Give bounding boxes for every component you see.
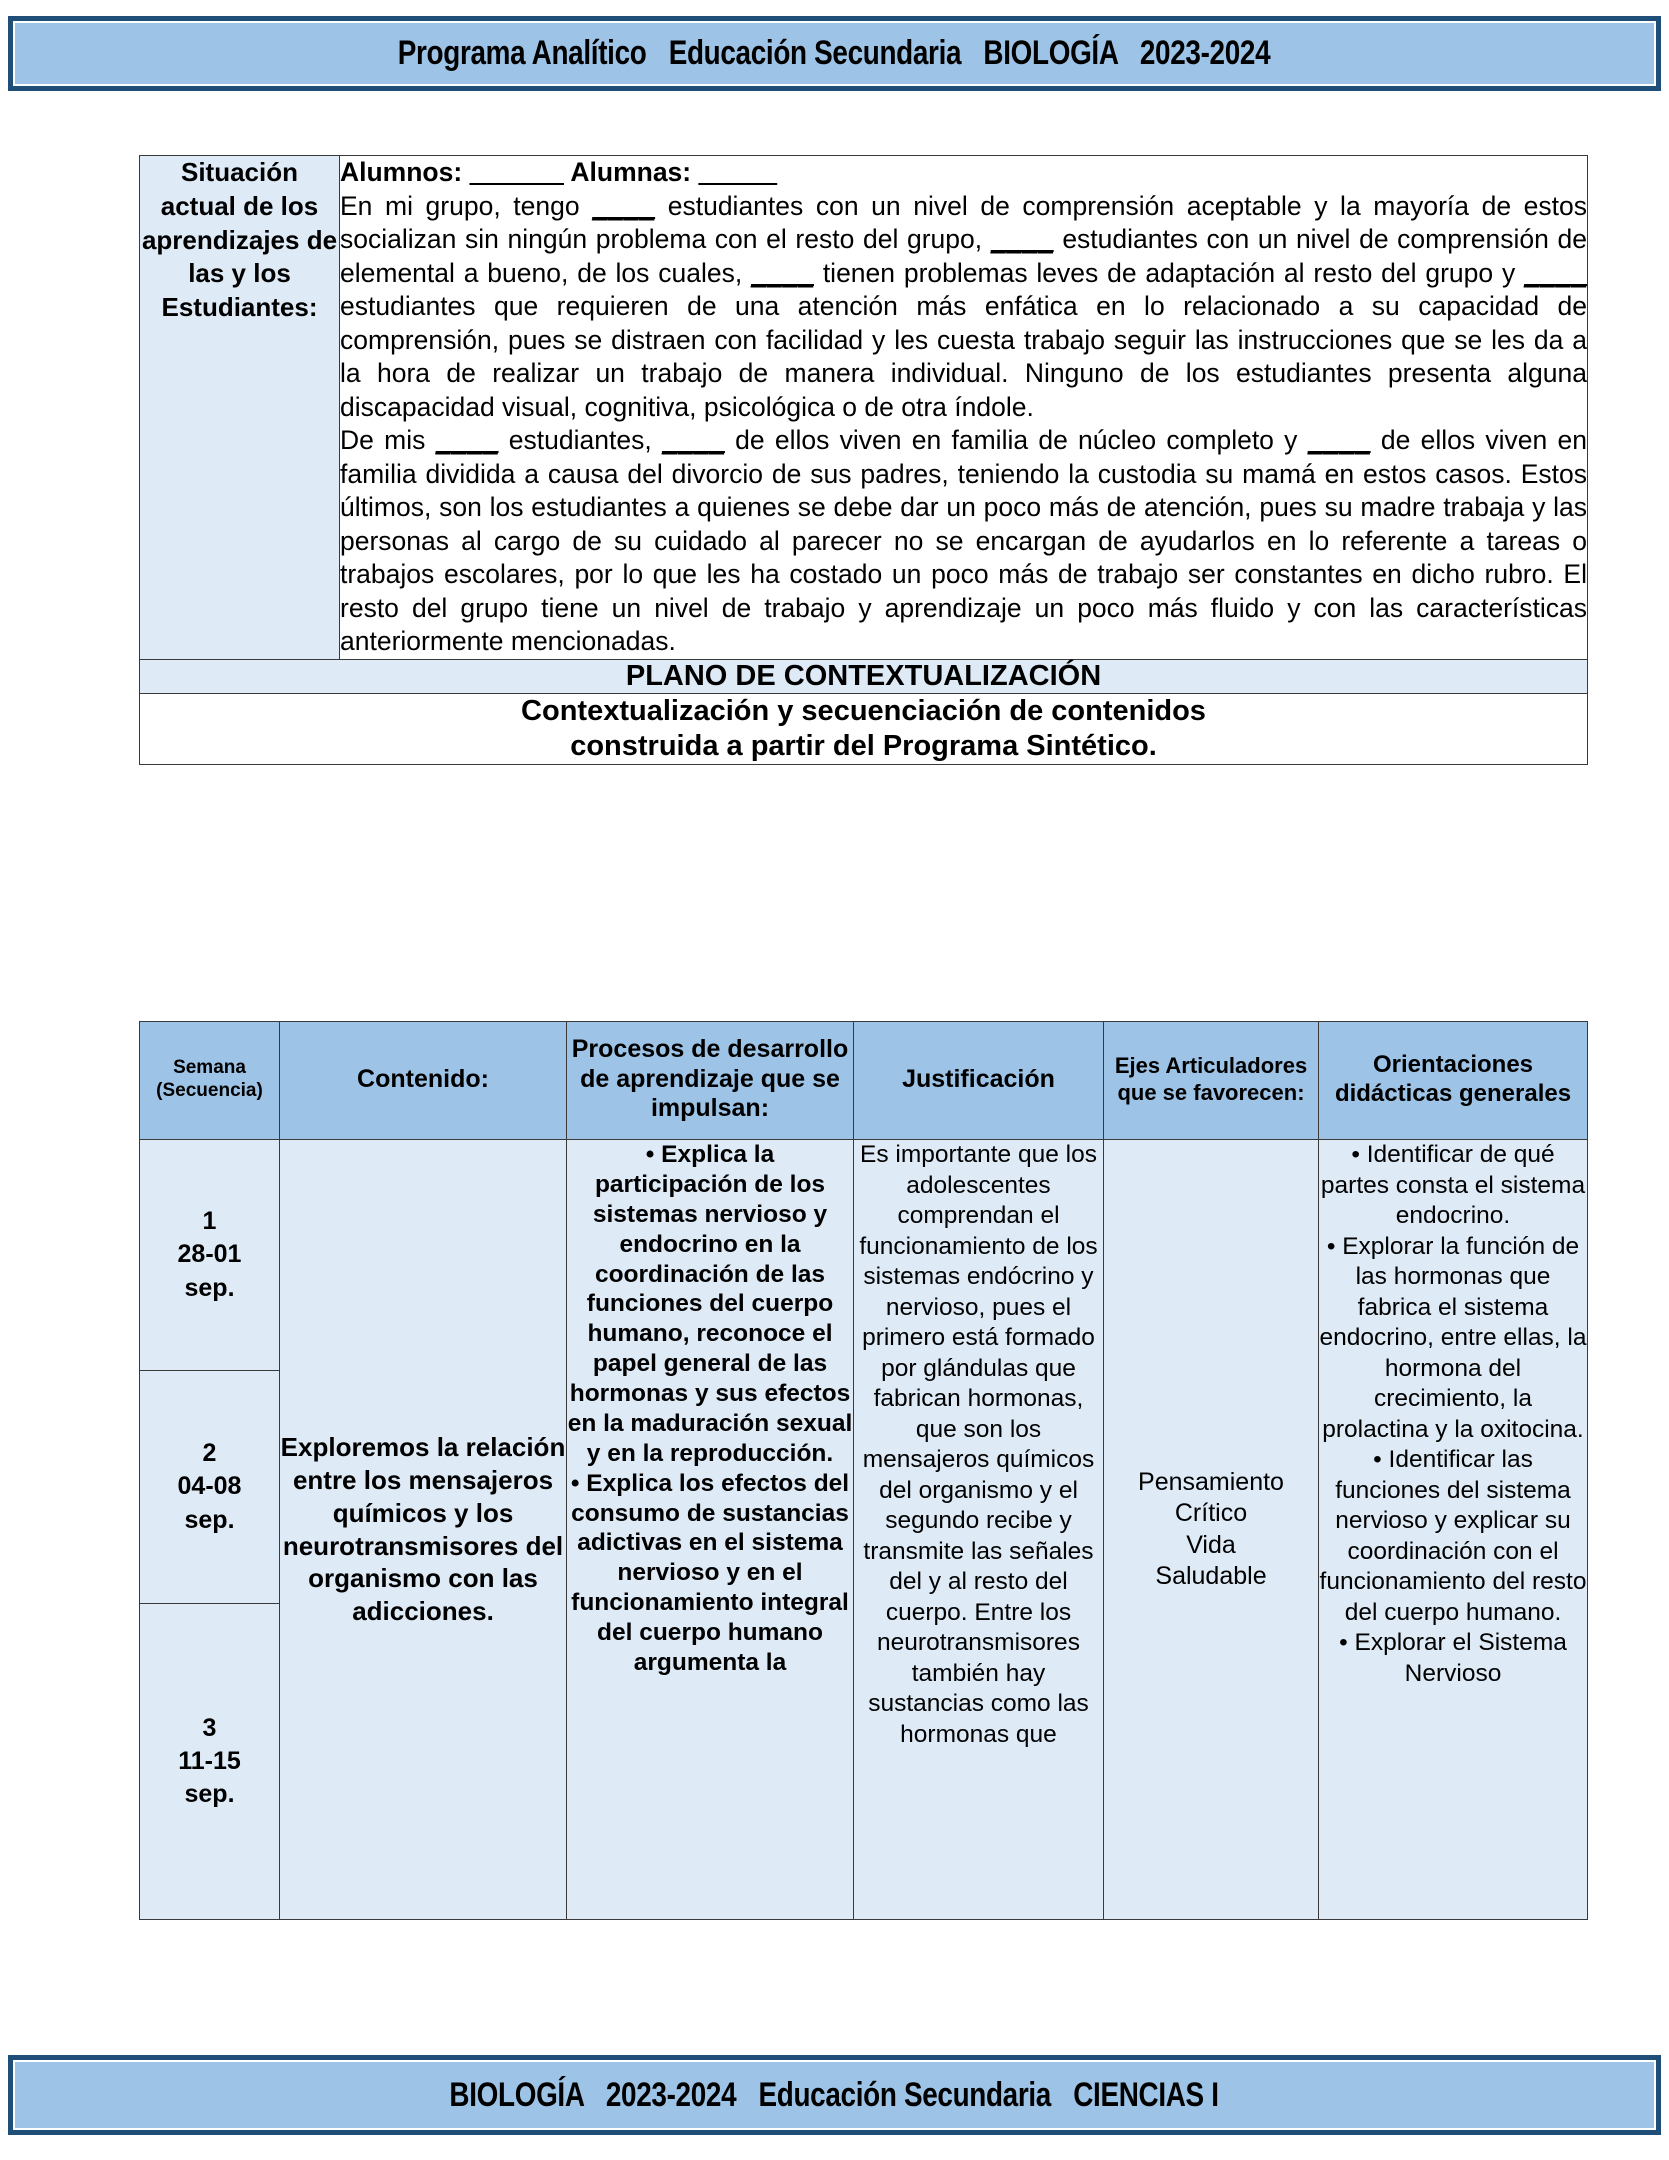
week-month-1: sep. xyxy=(184,1273,235,1302)
table-row xyxy=(140,659,1588,693)
footer-title: BIOLOGÍA 2023-2024 Educación Secundaria CIENCIAS I xyxy=(449,2075,1220,2114)
eje-item-1: Pensamiento xyxy=(1138,1467,1284,1496)
proceso-item-2: • Explica los efectos del consumo de sustancias adictivas en el sistema nervioso y en el funcionamiento integral del cuerpo humano argumenta la xyxy=(570,1469,850,1676)
week-month-2: sep. xyxy=(184,1505,235,1534)
contextualizacion-line-1: Contextualización y secuenciación de contenidos xyxy=(521,694,1206,727)
column-header-procesos: Procesos de desarrollo de aprendizaje que se impulsan: xyxy=(567,1022,854,1140)
column-header-ejes-articuladores: Ejes Articuladores que se favorecen: xyxy=(1104,1022,1319,1140)
week-cell-2 xyxy=(140,1371,280,1604)
orientacion-item-2: • Explorar la función de las hormonas que fabrica el sistema endocrino, entre ellas, la hormona del crecimiento, la prolactina y la oxitocina. xyxy=(1319,1232,1587,1443)
diagnostic-paragraph-1: En mi grupo, tengo ____ estudiantes con un nivel de comprensión aceptable y la mayoría de estos socializan sin ningún problema con el resto del grupo, ____ estudiantes con un nivel de comprensión de elemental a bueno, de los cuales, ____ tienen problemas leves de adaptación al resto del grupo y ____ estudiantes que requieren de una atención más enfática en lo relacionado a su capacidad de comprensión, pues se distraen con facilidad y les cuesta trabajo seguir las instrucciones que se les da a la hora de realizar un trabajo de manera individual. Ninguno de los estudiantes presenta alguna discapacidad visual, cognitiva, psicológica o de otra índole. xyxy=(340,190,1588,422)
page-title: Programa Analítico Educación Secundaria BIOLOGÍA 2023-2024 xyxy=(398,34,1271,72)
document-footer-banner xyxy=(8,2055,1661,2135)
contenido-cell: Exploremos la relación entre los mensajeros químicos y los neurotransmisores del organismo con las adicciones. xyxy=(280,1140,567,1920)
table-row xyxy=(140,1140,1588,1371)
eje-item-4: Saludable xyxy=(1155,1562,1267,1590)
week-cell-3 xyxy=(140,1604,280,1920)
orientacion-item-1: • Identificar de qué partes consta el sistema endocrino. xyxy=(1320,1141,1586,1229)
band-contextualizacion-subtitle xyxy=(140,693,1588,765)
fill-in-blank: ____ xyxy=(661,425,725,456)
week-dates-2: 04-08 xyxy=(177,1472,242,1501)
orientacion-item-3: • Identificar las funciones del sistema nervioso y explicar su coordinación con el funcionamiento del resto del cuerpo humano. xyxy=(1319,1446,1587,1626)
semana-header-line-2: (Secuencia) xyxy=(156,1079,263,1101)
proceso-item-1: • Explica la participación de los sistemas nervioso y endocrino en la coordinación de las funciones del cuerpo humano, reconoce el papel general de las hormonas y sus efectos en la maduración sexual y en la reproducción. xyxy=(567,1141,853,1467)
week-number-3: 3 xyxy=(202,1713,217,1742)
diagnostic-row-content xyxy=(340,156,1588,660)
diagnostic-row-label: Situación actual de los aprendizajes de las y los Estudiantes: xyxy=(140,156,340,660)
fill-in-blank: ____ xyxy=(592,190,656,221)
procesos-cell xyxy=(567,1140,854,1920)
column-header-orientaciones: Orientaciones didácticas generales xyxy=(1319,1022,1588,1140)
footer-banner-inner-border xyxy=(13,2060,1656,2130)
eje-item-2: Crítico xyxy=(1174,1499,1248,1527)
band-plano-contextualizacion: PLANO DE CONTEXTUALIZACIÓN xyxy=(140,659,1588,693)
table-row xyxy=(140,156,1588,660)
fill-in-blank: ____ xyxy=(1524,257,1587,288)
fill-in-blank: _____ xyxy=(698,157,778,187)
diagnostic-paragraph-2: De mis ____ estudiantes, ____ de ellos viven en familia de núcleo completo y ____ de ellos viven en familia dividida a causa del divorcio de sus padres, teniendo la custodia su mamá en estos casos. Estos últimos, son los estudiantes a quienes se debe dar un poco más de atención, pues su madre trabaja y las personas al cargo de su cuidado al parecer no se encargan de ayudarlos en lo referente a tareas o trabajos escolares, por lo que les ha costado un poco más de trabajo ser constantes en dicho rubro. El resto del grupo tiene un nivel de trabajo y aprendizaje un poco más fluido y con las características anteriormente mencionadas. xyxy=(340,425,1587,657)
planning-table xyxy=(139,1021,1588,1920)
justificacion-cell: Es importante que los adolescentes comprendan el funcionamiento de los sistemas endócrino y nervioso, pues el primero está formado por glándulas que fabrican hormonas, que son los mensajeros químicos del organismo y el segundo recibe y transmite las señales del y al resto del cuerpo. Entre los neurotransmisores también hay sustancias como las hormonas que xyxy=(854,1140,1104,1920)
column-header-justificacion: Justificación xyxy=(854,1022,1104,1140)
week-month-3: sep. xyxy=(184,1780,235,1809)
document-header-banner xyxy=(8,16,1661,91)
week-cell-1 xyxy=(140,1140,280,1371)
orientaciones-cell xyxy=(1319,1140,1588,1920)
planning-table-header-row xyxy=(140,1022,1588,1140)
table-row xyxy=(140,693,1588,765)
column-header-semana xyxy=(140,1022,280,1140)
week-dates-3: 11-15 xyxy=(178,1746,241,1775)
eje-item-3: Vida xyxy=(1186,1530,1236,1559)
column-header-contenido: Contenido: xyxy=(280,1022,567,1140)
fill-in-blank: ____ xyxy=(1307,425,1371,456)
orientacion-item-4: • Explorar el Sistema Nervioso xyxy=(1339,1629,1567,1687)
fill-in-blank: ____ xyxy=(990,224,1054,255)
ejes-articuladores-cell xyxy=(1104,1140,1319,1920)
week-number-1: 1 xyxy=(202,1207,217,1236)
week-dates-1: 28-01 xyxy=(177,1240,242,1269)
header-banner-inner-border xyxy=(13,21,1656,86)
contextualizacion-line-2: construida a partir del Programa Sintético. xyxy=(570,730,1157,763)
fill-in-blank: ______ xyxy=(469,157,564,187)
week-number-2: 2 xyxy=(202,1439,217,1468)
fill-in-blank: ____ xyxy=(751,257,814,288)
semana-header-line-1: Semana xyxy=(173,1056,246,1078)
diagnostic-table xyxy=(139,155,1588,765)
student-counts-line: Alumnos: ______ Alumnas: _____ xyxy=(340,157,778,187)
fill-in-blank: ____ xyxy=(435,425,499,456)
